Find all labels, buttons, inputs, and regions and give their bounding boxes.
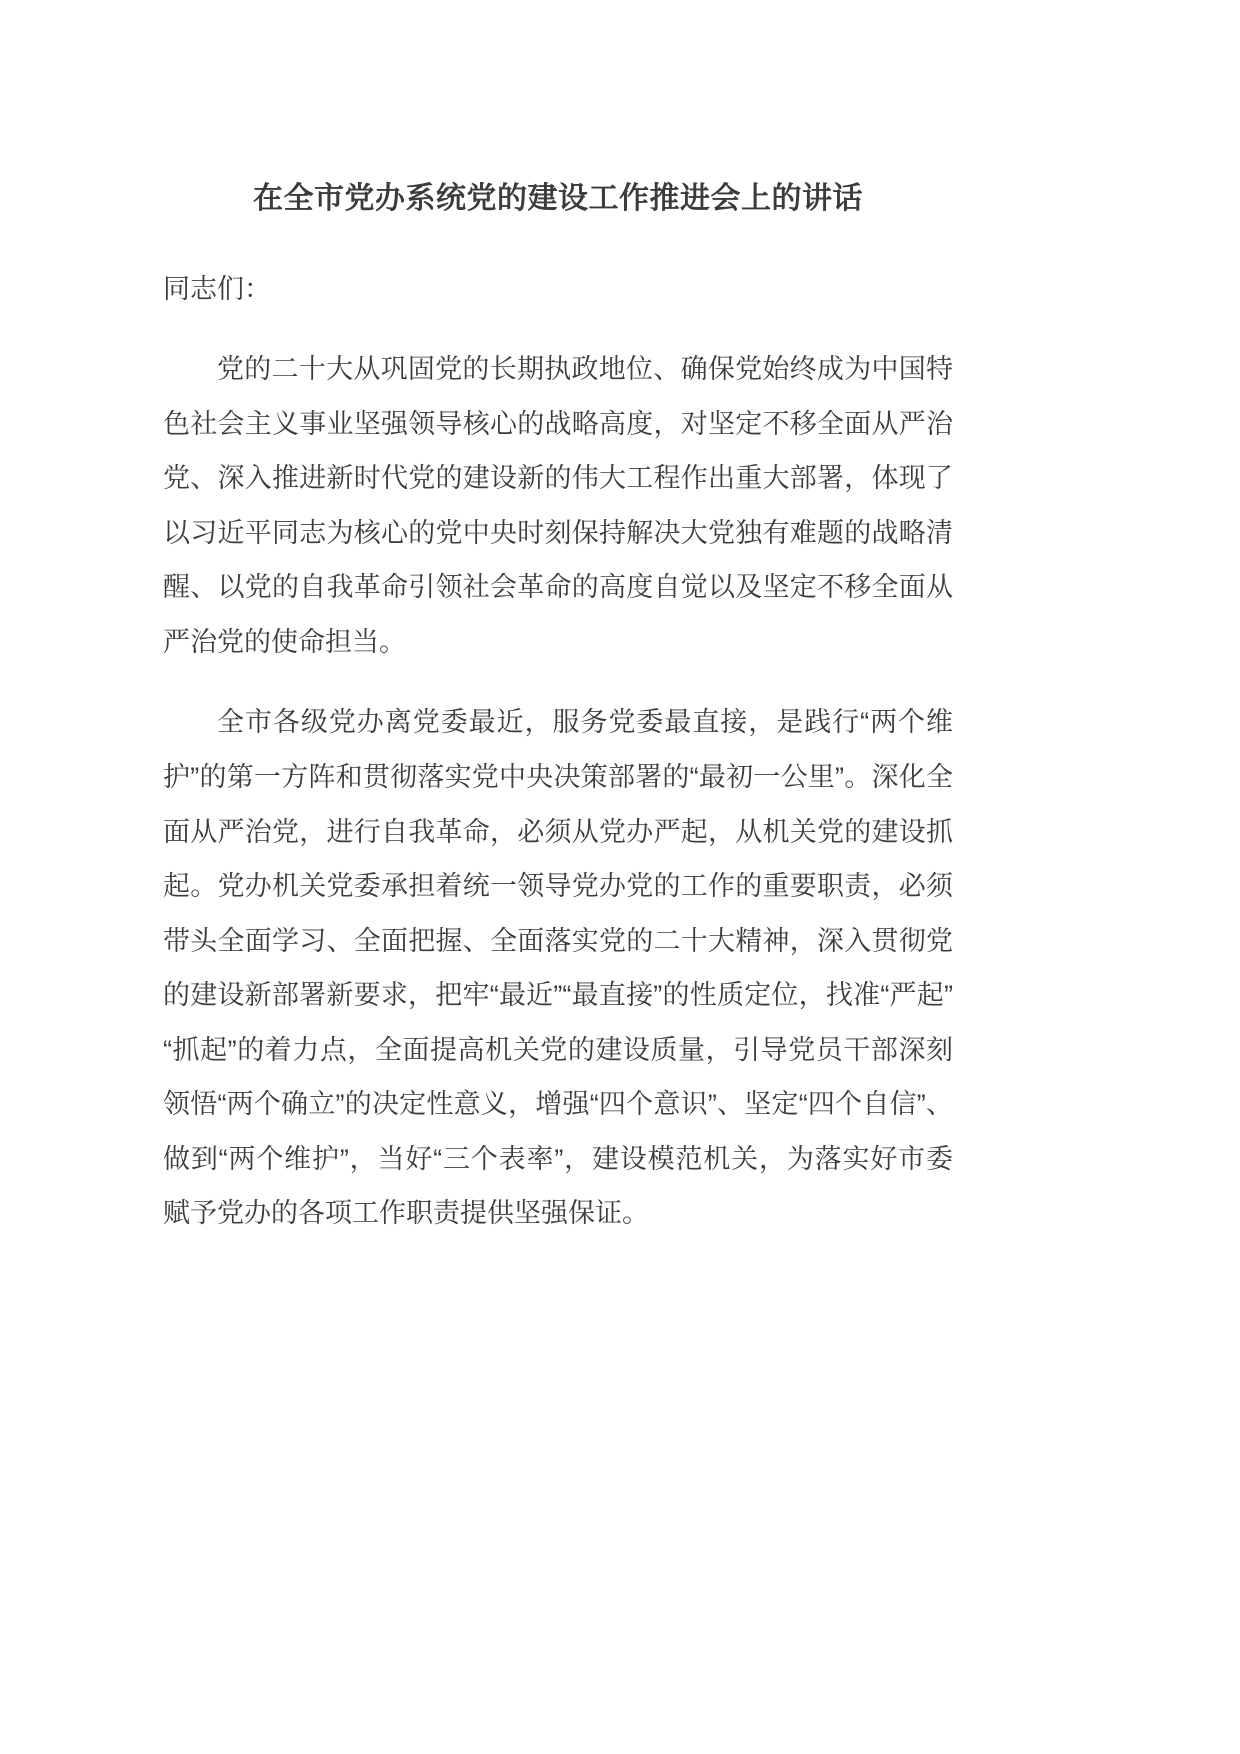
body-paragraph-2: 全市各级党办离党委最近，服务党委最直接，是践行“两个维护”的第一方阵和贯彻落实党中央决策部署的“最初一公里”。深化全面从严治党，进行自我革命，必须从党办严起，从机关党的建设抓起。党办机关党委承担着统一领导党办党的工作的重要职责，必须带头全面学习、全面把握、全面落实党的二十大精神，深入贯彻党的建设新部署新要求，把牢“最近”“最直接”的性质定位，找准“严起”“抓起”的着力点，全面提高机关党的建设质量，引导党员干部深刻领悟“两个确立”的决定性意义，增强“四个意识”、坚定“四个自信”、做到“两个维护”，当好“三个表率”，建设模范机关，为落实好市委赋予党办的各项工作职责提供坚强保证。	[163, 707, 953, 1229]
body-paragraph-1: 党的二十大从巩固党的长期执政地位、确保党始终成为中国特色社会主义事业坚强领导核心的战略高度，对坚定不移全面从严治党、深入推进新时代党的建设新的伟大工程作出重大部署，体现了以习近平同志为核心的党中央时刻保持解决大党独有难题的战略清醒、以党的自我革命引领社会革命的高度自觉以及坚定不移全面从严治党的使命担当。	[163, 354, 953, 657]
salutation: 同志们：	[163, 274, 271, 304]
page-title: 在全市党办系统党的建设工作推进会上的讲话	[253, 182, 863, 215]
document-content	[163, 0, 953, 1241]
